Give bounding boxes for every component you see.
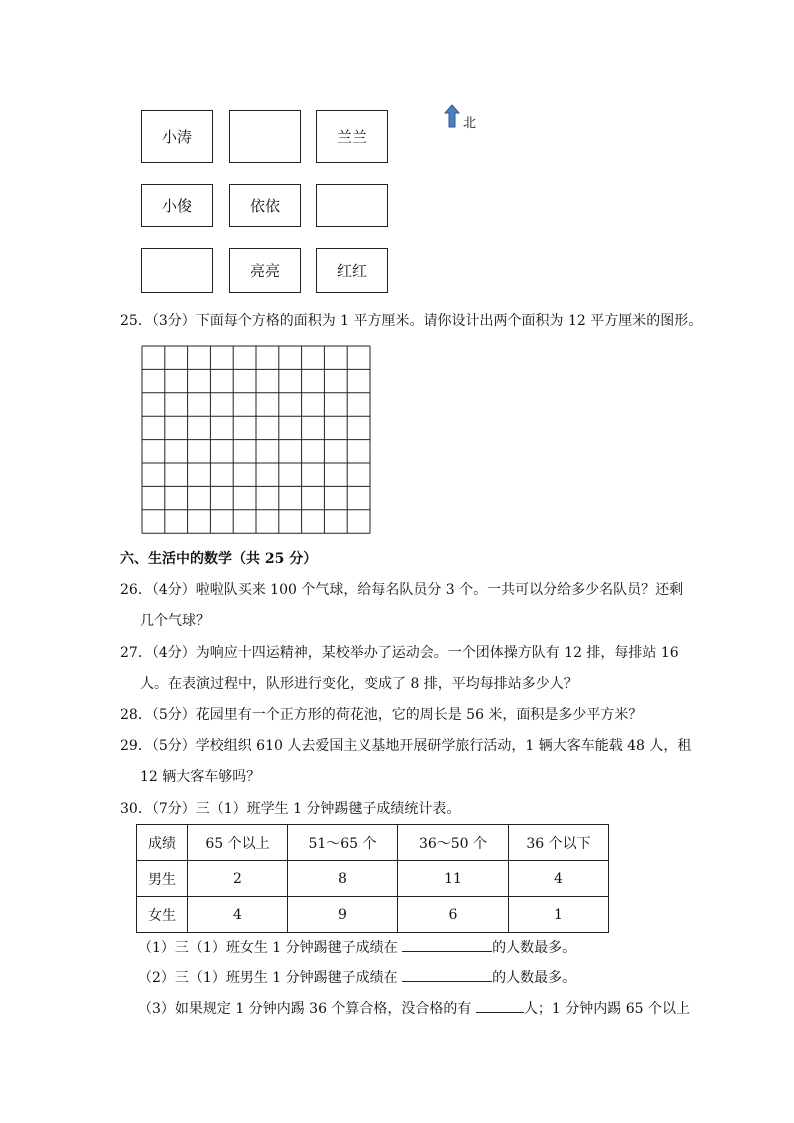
- table-cell: 4: [509, 861, 609, 897]
- question-30: 30．（7分）三（1）班学生 1 分钟踢毽子成绩统计表。: [120, 801, 461, 817]
- seat-box: 小涛: [141, 110, 213, 163]
- table-header-cell: 65 个以上: [188, 825, 288, 861]
- table-cell: 女生: [137, 897, 188, 933]
- answer-blank[interactable]: [402, 967, 492, 982]
- sub-question-1: [138, 937, 576, 958]
- seat-box: [141, 248, 213, 293]
- seat-box: 红红: [316, 248, 388, 293]
- sub-question-3-text: （3）如果规定 1 分钟内踢 36 个算合格，没合格的有: [138, 1001, 476, 1017]
- table-header-row: [137, 825, 609, 861]
- answer-blank[interactable]: [476, 998, 524, 1013]
- seat-box: 兰兰: [316, 110, 388, 163]
- table-cell: 11: [398, 861, 509, 897]
- table-header-cell: 51～65 个: [288, 825, 398, 861]
- table-cell: 1: [509, 897, 609, 933]
- sub-question-2: [138, 967, 576, 988]
- square-grid: [141, 345, 371, 535]
- question-27-line1: 27．（4分）为响应十四运精神，某校举办了运动会。一个团体操方队有 12 排，每排站 16: [120, 645, 679, 661]
- sub-question-3-tail: 人；1 分钟内踢 65 个以上: [523, 1001, 690, 1017]
- seat-box: [316, 184, 388, 227]
- seat-box: 小俊: [141, 184, 213, 227]
- score-table: [136, 824, 609, 933]
- table-cell: 9: [288, 897, 398, 933]
- question-28: 28．（5分）花园里有一个正方形的荷花池，它的周长是 56 米，面积是多少平方米？: [120, 707, 643, 723]
- table-header-cell: 36～50 个: [398, 825, 509, 861]
- seat-box: [229, 110, 301, 163]
- table-header-cell: 36 个以下: [509, 825, 609, 861]
- table-cell: 4: [188, 897, 288, 933]
- seat-box: 依依: [229, 184, 301, 227]
- table-cell: 8: [288, 861, 398, 897]
- seat-box: 亮亮: [229, 248, 301, 293]
- section-heading: 六、生活中的数学（共 25 分）: [120, 551, 318, 567]
- north-indicator: [444, 104, 476, 131]
- question-27-line2: 人。在表演过程中，队形进行变化，变成了 8 排，平均每排站多少人？: [140, 676, 578, 692]
- question-29-line1: 29．（5分）学校组织 610 人去爱国主义基地开展研学旅行活动，1 辆大客车能载 48 人，租: [120, 738, 692, 754]
- north-label: 北: [463, 116, 477, 131]
- table-cell: 男生: [137, 861, 188, 897]
- question-25: 25．（3分）下面每个方格的面积为 1 平方厘米。请你设计出两个面积为 12 平方厘米的图形。: [120, 313, 703, 329]
- table-row: [137, 897, 609, 933]
- table-header-cell: 成绩: [137, 825, 188, 861]
- table-cell: 6: [398, 897, 509, 933]
- sub-question-2-text: （2）三（1）班男生 1 分钟踢毽子成绩在: [138, 970, 403, 986]
- table-cell: 2: [188, 861, 288, 897]
- sub-question-1-tail: 的人数最多。: [492, 940, 577, 956]
- question-26-line2: 几个气球？: [140, 613, 210, 629]
- table-row: [137, 861, 609, 897]
- sub-question-2-tail: 的人数最多。: [492, 970, 577, 986]
- sub-question-1-text: （1）三（1）班女生 1 分钟踢毽子成绩在: [138, 940, 403, 956]
- sub-question-3: [138, 998, 690, 1019]
- question-26-line1: 26．（4分）啦啦队买来 100 个气球，给每名队员分 3 个。一共可以分给多少名队员？还剩: [120, 582, 684, 598]
- question-29-line2: 12 辆大客车够吗？: [140, 769, 261, 785]
- north-arrow-icon: [444, 104, 460, 128]
- answer-blank[interactable]: [402, 937, 492, 952]
